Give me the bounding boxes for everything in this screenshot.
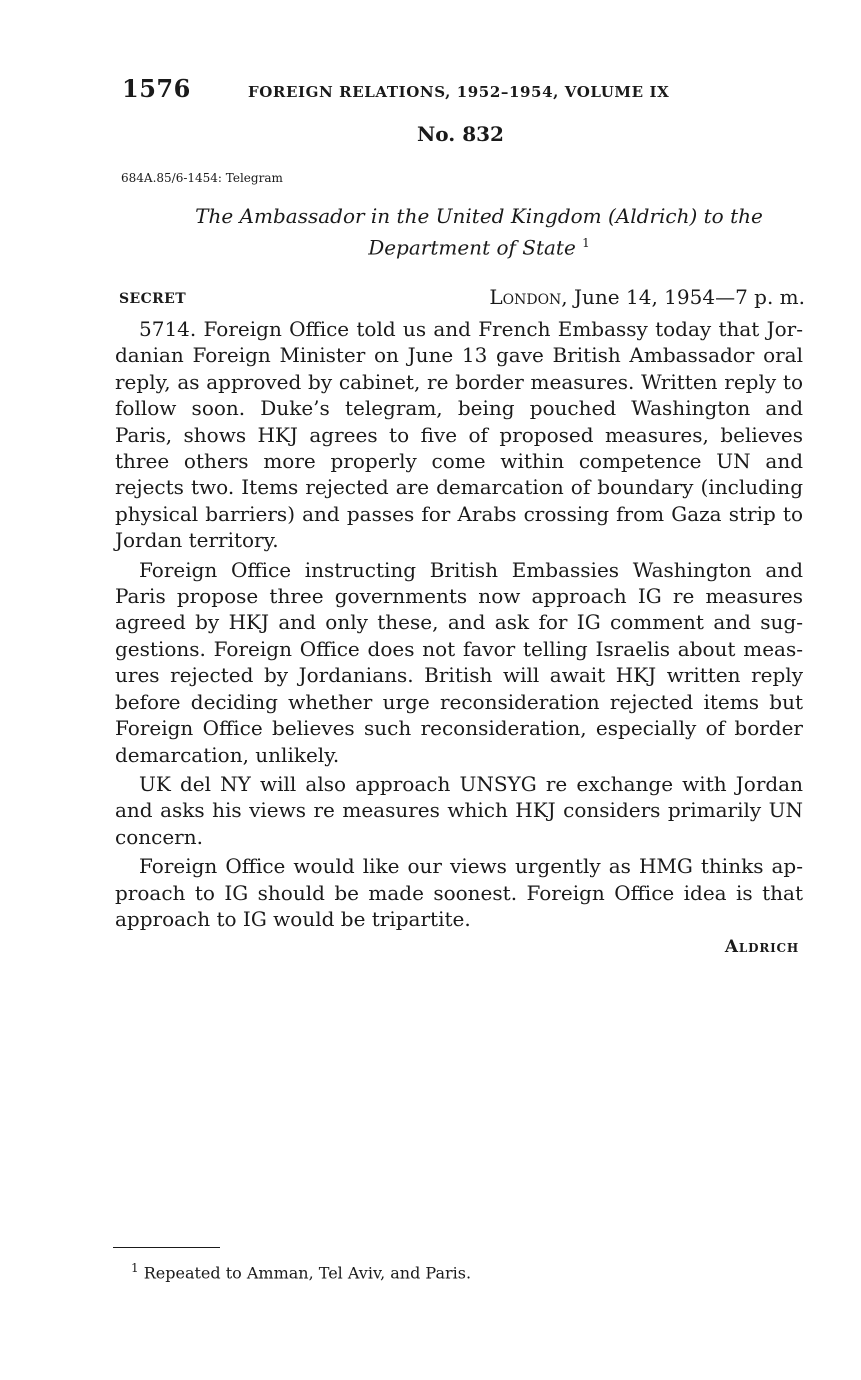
footnote-marker: 1 [582,236,590,250]
footnote [131,1261,471,1282]
footnote-text: Repeated to Amman, Tel Aviv, and Paris. [138,1263,472,1283]
telegram-body [115,316,803,935]
dateline-place: London, [489,285,568,309]
document-number: No. 832 [417,122,504,146]
footnote-divider [113,1247,220,1248]
document-title-line-2 [143,230,815,262]
document-title-line-1: The Ambassador in the United Kingdom (Aldrich) to the [195,204,763,228]
body-paragraph: Foreign Office instructing British Embassies Washington and Paris propose three governments now approach IG re measures agreed by HKJ and only these, and ask for IG comment and suggestions. Foreign Office does not favor telling Israelis about measures rejected by Jordanians. British will await HKJ written reply before deciding whether urge reconsideration rejected items but Foreign Office believes such reconsideration, especially of border demarcation, unlikely. [115,557,803,767]
document-title [115,203,815,262]
classification-label: SECRET [119,291,187,307]
document-title-line-2-text: Department of State [368,235,576,260]
dateline [489,285,805,309]
page-number: 1576 [122,74,191,103]
body-paragraph: Foreign Office would like our views urgently as HMG thinks approach to IG should be made soonest. Foreign Office idea is that approach to IG would be tripartite. [115,854,803,931]
footnote-number: 1 [131,1261,139,1275]
running-head: FOREIGN RELATIONS, 1952–1954, VOLUME IX [248,83,670,101]
body-paragraph: UK del NY will also approach UNSYG re exchange with Jordan and asks his views re measures which HKJ considers primarily UN concern. [115,771,803,849]
dateline-date: June 14, 1954—7 p. m. [567,285,805,309]
signature: Aldrich [724,937,799,957]
dateline-row [119,285,805,313]
body-paragraph: 5714. Foreign Office told us and French Embassy today that Jordanian Foreign Minister on June 13 gave British Ambassador oral reply, as approved by cabinet, re border measures. Written reply to follow soon. Duke’s telegram, being pouched Washington and Paris, shows HKJ agrees to five of proposed measures, believes three others more properly come within competence UN and rejects two. Items rejected are demarcation of boundary (including physical barriers) and passes for Arabs crossing from Gaza strip to Jordan territory. [115,317,803,553]
file-reference: 684A.85/6-1454: Telegram [121,171,283,185]
page-header [122,74,722,104]
